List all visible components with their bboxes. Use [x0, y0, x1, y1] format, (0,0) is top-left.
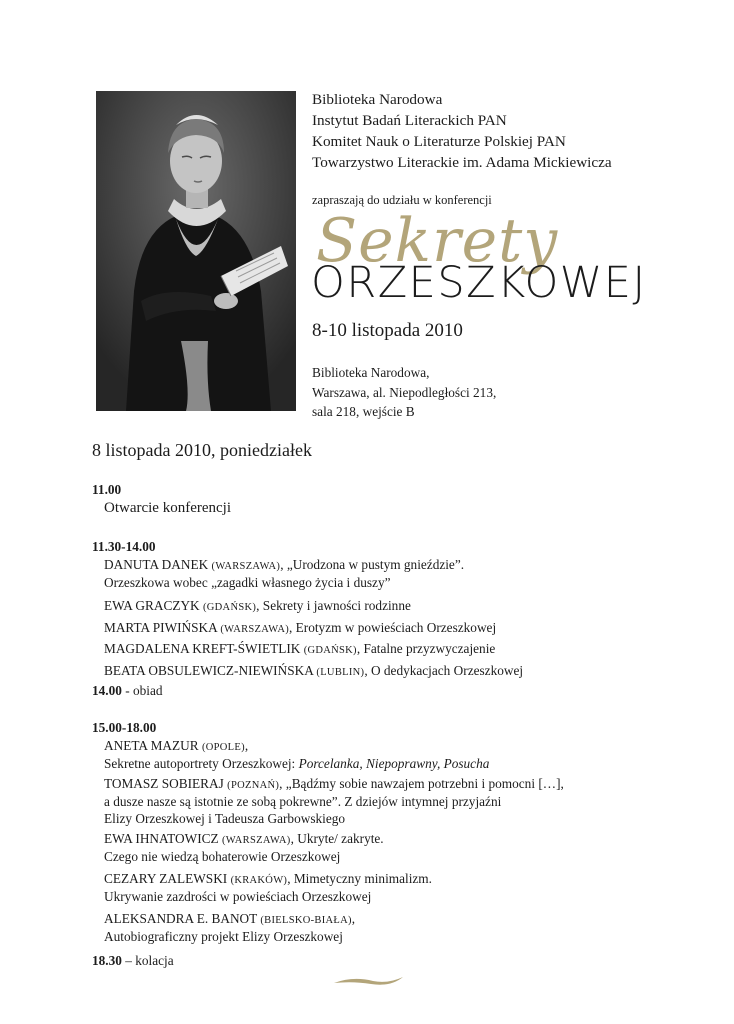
speaker-name: DANUTA DANEK	[104, 557, 209, 572]
organizer-item: Instytut Badań Literackich PAN	[312, 112, 507, 129]
talk-line	[104, 776, 564, 792]
speaker-name: EWA GRACZYK	[104, 598, 200, 613]
title-script: Sekrety	[316, 206, 559, 276]
speaker-city: (BIELSKO-BIAŁA)	[260, 915, 352, 926]
talk-title: ,	[244, 738, 249, 753]
speaker-name: MAGDALENA KREFT-ŚWIETLIK	[104, 641, 301, 656]
organizer-item: Towarzystwo Literackie im. Adama Mickiewicza	[312, 154, 612, 171]
venue-line: Warszawa, al. Niepodległości 213,	[312, 384, 497, 400]
speaker-city: (POZNAŃ)	[227, 780, 280, 791]
flourish-icon	[333, 974, 405, 988]
speaker-name: EWA IHNATOWICZ	[104, 831, 219, 846]
talk-line	[104, 871, 432, 887]
talk-line	[104, 831, 384, 847]
flourish-ornament	[333, 974, 405, 993]
time-value: 14.00	[92, 683, 122, 698]
organizer-item: Biblioteka Narodowa	[312, 91, 443, 108]
talk-title: , Mimetyczny minimalizm.	[287, 871, 432, 886]
talk-line	[104, 598, 411, 614]
talk-line	[104, 641, 495, 657]
page-title: ORZESZKOWEJ	[311, 258, 647, 308]
session-opening: Otwarcie konferencji	[104, 500, 232, 516]
talk-title: ,	[351, 911, 356, 926]
day-heading: 8 listopada 2010, poniedziałek	[92, 440, 312, 460]
talk-title: Sekretne autoportrety Orzeszkowej:	[104, 756, 299, 771]
talk-line	[104, 620, 496, 636]
speaker-city: (WARSZAWA)	[220, 624, 290, 635]
talk-title: , O dedykacjach Orzeszkowej	[364, 663, 524, 678]
talk-line	[104, 557, 464, 573]
talk-line: a dusze nasze są istotnie ze sobą pokrewne”. Z dziejów intymnej przyjaźni	[104, 794, 502, 809]
talk-line: Orzeszkowa wobec „zagadki własnego życia i duszy”	[104, 575, 391, 590]
talk-title: , „Bądźmy sobie nawzajem potrzebni i pomocni […],	[279, 776, 564, 791]
time-slot	[92, 683, 163, 699]
speaker-city: (GDAŃSK)	[303, 645, 357, 656]
conference-dates: 8-10 listopada 2010	[312, 320, 463, 341]
talk-title: , „Urodzona w pustym gnieździe”.	[280, 557, 465, 572]
talk-title: , Ukryte/ zakryte.	[290, 831, 384, 846]
portrait-icon	[96, 91, 296, 411]
venue-line: sala 218, wejście B	[312, 404, 415, 419]
time-slot: 11.30-14.00	[92, 539, 156, 554]
speaker-name: BEATA OBSULEWICZ-NIEWIŃSKA	[104, 663, 314, 678]
talk-line	[104, 756, 489, 772]
invite-text: zapraszają do udziału w konferencji	[312, 193, 492, 207]
speaker-city: (WARSZAWA)	[211, 561, 281, 572]
break-label: – kolacja	[121, 953, 174, 968]
organizers-list	[312, 89, 612, 173]
speaker-city: (KRAKÓW)	[230, 875, 288, 886]
break-label: - obiad	[121, 683, 163, 698]
talk-line	[104, 911, 355, 927]
time-slot: 11.00	[92, 482, 122, 497]
speaker-name: ALEKSANDRA E. BANOT	[104, 911, 258, 926]
time-slot: 15.00-18.00	[92, 720, 157, 735]
speaker-name: ANETA MAZUR	[104, 738, 199, 753]
speaker-name: CEZARY ZALEWSKI	[104, 871, 228, 886]
time-slot	[92, 953, 174, 969]
talk-title: , Erotyzm w powieściach Orzeszkowej	[289, 620, 497, 635]
portrait-photo	[96, 91, 296, 411]
time-value: 18.30	[92, 953, 122, 968]
talk-title: , Sekrety i jawności rodzinne	[256, 598, 411, 613]
talk-line: Elizy Orzeszkowej i Tadeusza Garbowskiego	[104, 811, 346, 826]
speaker-city: (WARSZAWA)	[221, 835, 291, 846]
venue-address	[312, 363, 496, 422]
speaker-name: MARTA PIWIŃSKA	[104, 620, 218, 635]
talk-line: Ukrywanie zazdrości w powieściach Orzeszkowej	[104, 889, 372, 904]
speaker-city: (LUBLIN)	[316, 667, 365, 678]
speaker-city: (GDAŃSK)	[203, 602, 257, 613]
talk-title: , Fatalne przyzwyczajenie	[356, 641, 496, 656]
talk-line	[104, 663, 523, 679]
talk-title-italic: Porcelanka, Niepoprawny, Posucha	[298, 756, 490, 771]
talk-line	[104, 738, 248, 754]
speaker-city: (OPOLE)	[201, 742, 245, 753]
speaker-name: TOMASZ SOBIERAJ	[104, 776, 224, 791]
talk-line: Czego nie wiedzą bohaterowie Orzeszkowej	[104, 849, 341, 864]
talk-line: Autobiograficzny projekt Elizy Orzeszkowej	[104, 929, 343, 944]
organizer-item: Komitet Nauk o Literaturze Polskiej PAN	[312, 133, 566, 150]
venue-line: Biblioteka Narodowa,	[312, 365, 430, 380]
